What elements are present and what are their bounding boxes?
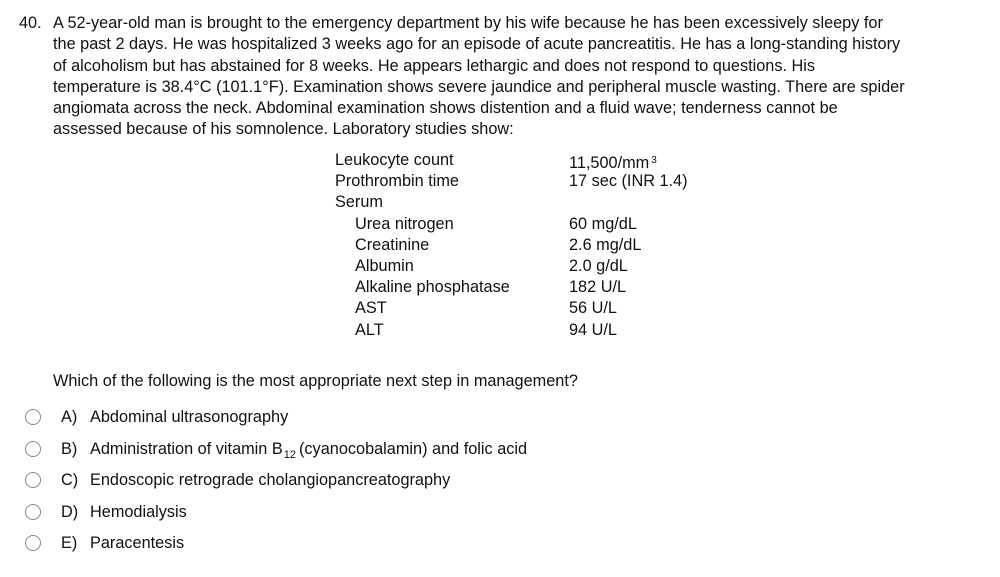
option-text: Paracentesis — [90, 534, 185, 552]
lab-value: 2.6 mg/dL — [569, 235, 642, 254]
radio-button[interactable] — [25, 441, 41, 457]
lab-name: Alkaline phosphatase — [355, 278, 510, 297]
radio-button[interactable] — [25, 535, 41, 551]
stem-line: assessed because of his somnolence. Laboratory studies show: — [53, 120, 514, 139]
question-prompt: Which of the following is the most appropriate next step in management? — [53, 372, 578, 390]
option-text: Endoscopic retrograde cholangiopancreatography — [90, 471, 451, 489]
lab-name: AST — [355, 299, 387, 318]
option-letter: B) — [61, 439, 78, 458]
radio-button[interactable] — [25, 409, 41, 425]
stem-line: of alcoholism but has abstained for 8 weeks. He appears lethargic and does not respond to questions. His — [53, 56, 816, 75]
lab-name: Urea nitrogen — [355, 214, 454, 233]
lab-value: 2.0 g/dL — [569, 256, 628, 275]
stem-line: the past 2 days. He was hospitalized 3 weeks ago for an episode of acute pancreatitis. He has a long-standing history — [53, 35, 901, 54]
lab-name: Albumin — [355, 256, 414, 275]
stem-line: A 52-year-old man is brought to the emergency department by his wife because he has been excessively sleepy for — [53, 14, 883, 32]
option-subscript: 12 — [283, 448, 296, 461]
lab-name: Serum — [335, 193, 383, 212]
question-number: 40. — [19, 14, 42, 32]
lab-value-superscript: 3 — [651, 155, 657, 166]
option-letter: C) — [61, 471, 79, 489]
option-text-part: Administration of vitamin B — [90, 439, 283, 458]
stem-line: angiomata across the neck. Abdominal examination shows distention and a fluid wave; tenderness cannot be — [53, 99, 838, 118]
radio-button[interactable] — [25, 504, 41, 520]
option-text: Abdominal ultrasonography — [90, 408, 289, 426]
option-text: Hemodialysis — [90, 502, 187, 521]
lab-name: Creatinine — [355, 235, 430, 254]
lab-value: 60 mg/dL — [569, 214, 637, 233]
lab-value: 182 U/L — [569, 278, 627, 297]
stem-line: temperature is 38.4°C (101.1°F). Examination shows severe jaundice and peripheral muscle wasting. There are spider — [53, 77, 905, 96]
question-stem — [53, 13, 993, 141]
lab-value: 56 U/L — [569, 299, 617, 318]
option-text-part: (cyanocobalamin) and folic acid — [299, 439, 528, 458]
option-letter: E) — [61, 534, 78, 552]
option-letter: D) — [61, 502, 79, 521]
lab-name: Leukocyte count — [335, 151, 454, 169]
option-text — [90, 439, 527, 465]
lab-value: 94 U/L — [569, 320, 617, 339]
lab-value-text: 11,500/mm — [569, 154, 650, 172]
radio-button[interactable] — [25, 472, 41, 488]
lab-name: Prothrombin time — [335, 172, 459, 191]
option-letter: A) — [61, 408, 78, 426]
lab-value: 17 sec (INR 1.4) — [569, 172, 688, 191]
lab-name: ALT — [355, 320, 384, 339]
